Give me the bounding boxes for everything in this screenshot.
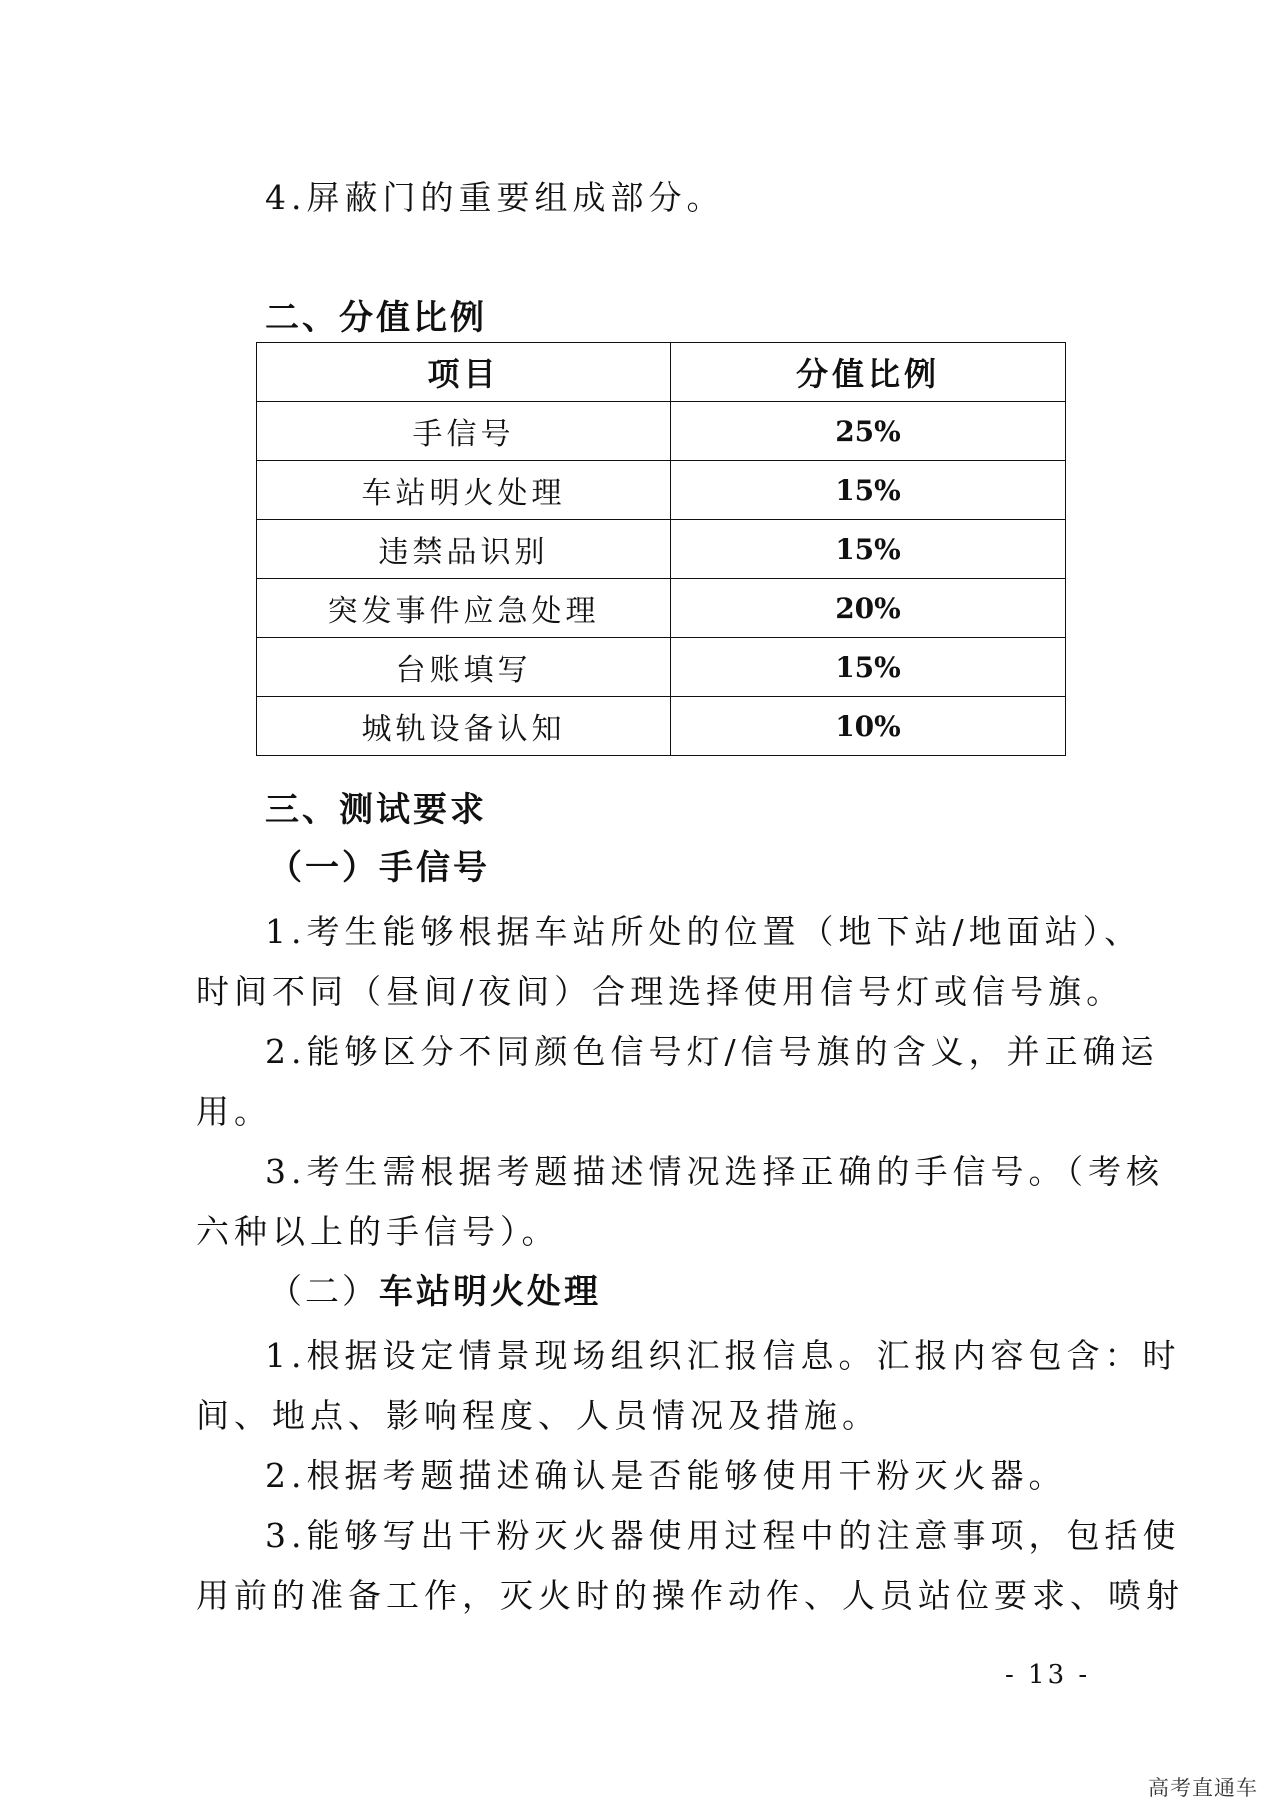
sub2-line-2: 间、地点、影响程度、人员情况及措施。	[196, 1396, 880, 1435]
table-row	[257, 520, 1066, 579]
header-ratio: 分值比例	[671, 343, 1066, 402]
sub2-line-4: 3.能够写出干粉灭火器使用过程中的注意事项，包括使	[265, 1516, 1181, 1555]
ratio-table	[256, 342, 1066, 756]
sub1-line-6: 六种以上的手信号）。	[196, 1212, 560, 1251]
sub1-line-4: 用。	[196, 1092, 272, 1131]
sub2-line-5: 用前的准备工作，灭火时的操作动作、人员站位要求、喷射	[196, 1576, 1184, 1615]
sub2-line-3: 2.根据考题描述确认是否能够使用干粉灭火器。	[265, 1456, 1067, 1495]
table-row	[257, 461, 1066, 520]
row-item: 城轨设备认知	[257, 697, 671, 756]
sub2-line-1: 1.根据设定情景现场组织汇报信息。汇报内容包含：时	[265, 1336, 1181, 1375]
row-item: 手信号	[257, 402, 671, 461]
sub2-title-prefix: （二）	[268, 1272, 379, 1312]
table-row	[257, 638, 1066, 697]
watermark-text: 高考直通车	[1148, 1776, 1258, 1800]
sub1-line-1: 1.考生能够根据车站所处的位置（地下站/地面站）、	[265, 912, 1143, 951]
sub1-line-3: 2.能够区分不同颜色信号灯/信号旗的含义，并正确运	[265, 1032, 1159, 1071]
page-number: - 13 -	[1005, 1660, 1091, 1690]
sub1-line-5: 3.考生需根据考题描述情况选择正确的手信号。（考核	[265, 1152, 1164, 1191]
row-ratio: 15%	[671, 520, 1066, 579]
table-row	[257, 579, 1066, 638]
sub2-title	[268, 1272, 601, 1312]
row-ratio: 25%	[671, 402, 1066, 461]
row-item: 车站明火处理	[257, 461, 671, 520]
header-item: 项目	[257, 343, 671, 402]
section2-title: 二、分值比例	[265, 298, 487, 338]
row-ratio: 15%	[671, 638, 1066, 697]
row-ratio: 15%	[671, 461, 1066, 520]
row-item: 突发事件应急处理	[257, 579, 671, 638]
table-row	[257, 402, 1066, 461]
section3-title: 三、测试要求	[265, 790, 487, 830]
sub1-title: （一）手信号	[268, 848, 490, 888]
intro-line: 4.屏蔽门的重要组成部分。	[265, 178, 725, 217]
sub1-line-2: 时间不同（昼间/夜间）合理选择使用信号灯或信号旗。	[196, 972, 1125, 1011]
row-item: 台账填写	[257, 638, 671, 697]
row-ratio: 20%	[671, 579, 1066, 638]
sub2-title-text: 车站明火处理	[379, 1272, 601, 1312]
table-row	[257, 697, 1066, 756]
row-ratio: 10%	[671, 697, 1066, 756]
row-item: 违禁品识别	[257, 520, 671, 579]
table-header-row	[257, 343, 1066, 402]
